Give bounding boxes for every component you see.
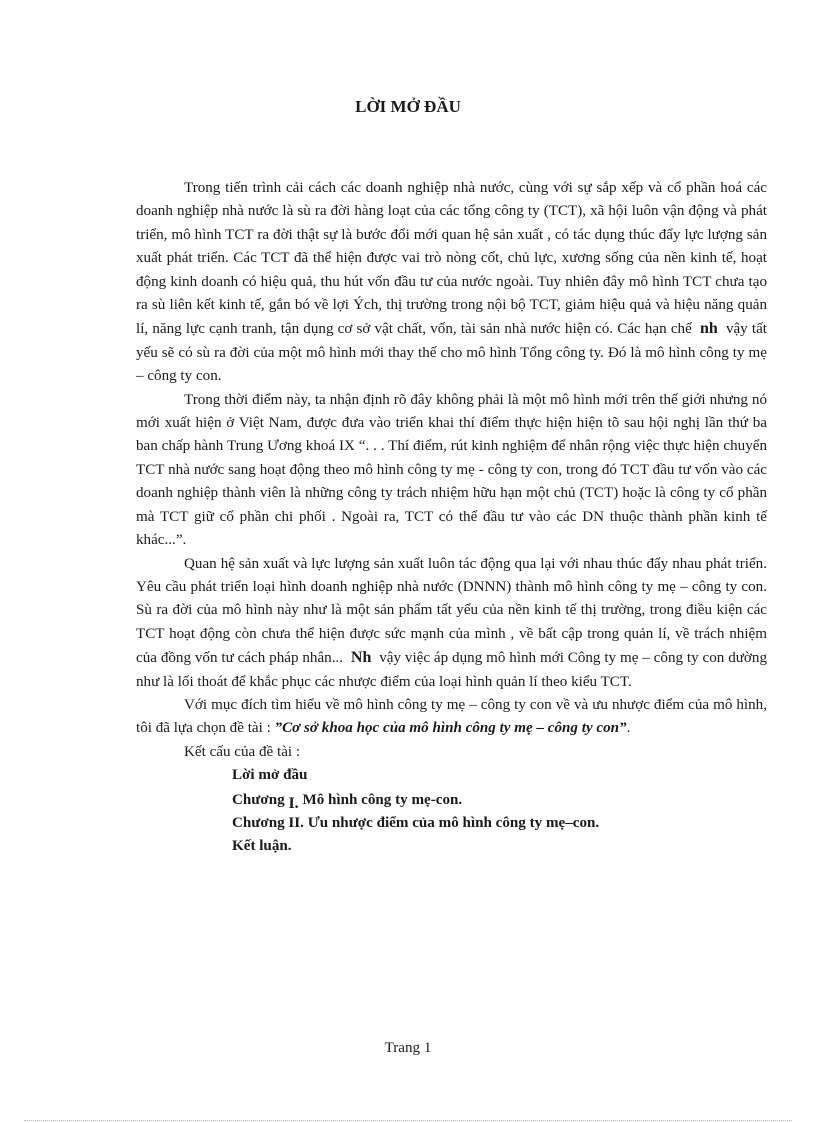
- paragraph-1: [136, 177, 767, 389]
- outline-item: [232, 812, 767, 835]
- paragraph-2: [136, 389, 767, 553]
- purpose-text: Với mục đích tìm hiểu về mô hình công ty mẹ – công ty con về và ưu nhược điểm của mô hình, tôi đã lựa chọn đề tài :: [136, 696, 767, 737]
- document-body: [136, 177, 767, 859]
- structure-label: Kết cấu của đề tài :: [184, 743, 301, 760]
- outline-item-text: Chương II. Ưu nhược điểm của mô hình công ty mẹ–con.: [232, 814, 600, 831]
- inline-mark: nh: [699, 320, 718, 338]
- page-bottom-divider: [24, 1120, 792, 1121]
- outline-item-prefix: Chương: [232, 791, 285, 808]
- outline-item: [232, 764, 767, 787]
- purpose-end: .: [626, 720, 631, 737]
- outline-item: [232, 835, 767, 858]
- outline-item-text: Kết luận.: [232, 838, 292, 855]
- topic-title: ”Cơ sở khoa học của mô hình công ty mẹ – công ty con”: [274, 720, 627, 737]
- outline-item-text: Mô hình công ty mẹ-con.: [302, 791, 463, 808]
- paragraph-3: [136, 553, 767, 694]
- page-number: Trang 1: [384, 1040, 432, 1056]
- outline-item-mark: I.: [288, 794, 299, 812]
- inline-mark: Nh: [350, 649, 372, 667]
- document-title: LỜI MỞ ĐẦU: [355, 97, 461, 116]
- outline-item: [232, 788, 767, 812]
- outline-list: [136, 764, 767, 859]
- paragraph-3-text-b: vậy việc áp dụng mô hình mới Công ty mẹ – công ty con dường như là lối thoát để khắc phục các nhược điểm của loại hình quản lí theo kiểu TCT.: [136, 650, 767, 690]
- paragraph-1-text-b: vậy tất yếu sẽ có sù ra đời của một mô hình mới thay thế cho mô hình Tổng công ty. Đó là mô hình công ty mẹ – công ty con.: [136, 321, 767, 385]
- paragraph-3-text-a: Quan hệ sản xuất và lực lượng sản xuất luôn tác động qua lại với nhau thúc đẩy nhau phát triển. Yêu cầu phát triển loại hình doanh nghiệp nhà nước (DNNN) thành mô hình công ty mẹ – công ty con. Sù ra đời của mô hình này như là một sản phẩm tất yếu của nền kinh tế thị trường, trong điều kiện các TCT hoạt động còn chưa thể hiện được sức mạnh của mình , về bất cập trong quản lí, về trách nhiệm của đồng vốn tư cách pháp nhân...: [136, 555, 767, 667]
- paragraph-2-text: Trong thời điểm này, ta nhận định rõ đây không phải là một mô hình mới trên thế giới nhưng nó mới xuất hiện ở Việt Nam, được đưa vào triển khai thí điểm thực hiện hiện tõ sau hội nghị lần thứ ba ban chấp hành Trung Ương khoá IX “. . . Thí điểm, rút kinh nghiệm để nhân rộng việc thực hiện chuyển TCT nhà nước sang hoạt động theo mô hình công ty mẹ - công ty con, trong đó TCT đầu tư vốn vào các doanh nghiệp thành viên là những công ty trách nhiệm hữu hạn một chủ (TCT) hoặc là công ty cổ phần mà TCT giữ cổ phần chi phối . Ngoài ra, TCT có thể đầu tư vào các DN thuộc thành phần kinh tế khác...”.: [136, 391, 767, 549]
- purpose-paragraph: [136, 694, 767, 741]
- outline-item-text: Lời mở đầu: [232, 767, 308, 784]
- paragraph-1-text-a: Trong tiến trình cải cách các doanh nghiệp nhà nước, cùng với sự sắp xếp và cổ phần hoá các doanh nghiệp nhà nước là sù ra đời hàng loạt của các tổng công ty (TCT), xã hội luôn vận động và phát triển, mô hình TCT ra đời thật sự là bước đổi mới quan hệ sản xuất , có tác dụng thúc đẩy lực lượng sản xuất phát triển. Các TCT đã thể hiện được vai trò nòng cốt, chủ lực, xương sống của nền kinh tế, hoạt động kinh doanh có hiệu quả, thu hút vốn đầu tư của nước ngoài. Tuy nhiên đây mô hình TCT chưa tạo ra sù liên kết kinh tế, gắn bó về lợi Ých, thị trường trong nội bộ TCT, giảm hiệu quả và hiệu năng quản lí, năng lực cạnh tranh, tận dụng cơ sở vật chất, vốn, tài sản nhà nước hiện có. Các hạn chế: [136, 180, 767, 338]
